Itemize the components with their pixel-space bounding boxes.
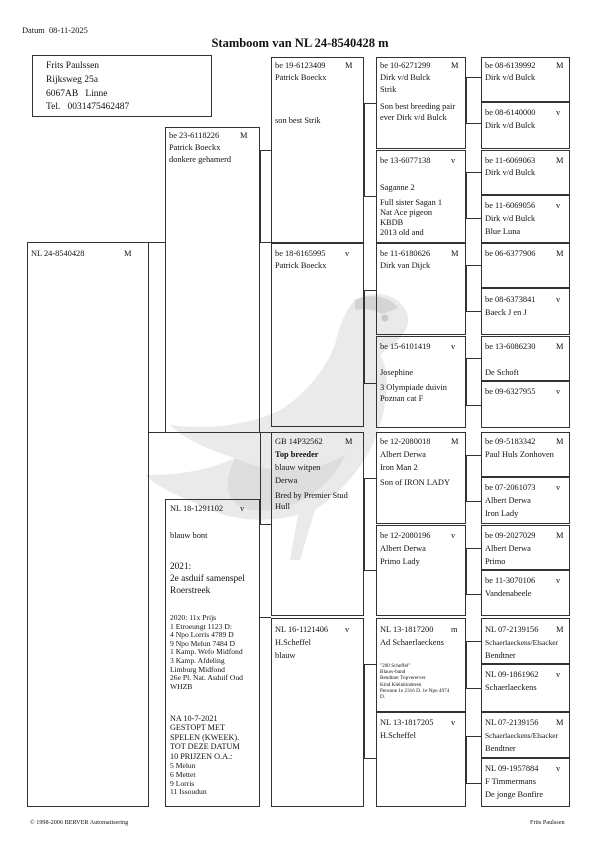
dd-line-1: H.Scheffel xyxy=(275,638,311,647)
g5-ring: NL 07-2139156 xyxy=(485,718,539,727)
g5-sex: v xyxy=(556,387,561,396)
dam-note-line: NA 10-7-2021 xyxy=(170,714,218,723)
sire-ring: be 23-6118226 xyxy=(169,131,220,140)
dd-ring: NL 16-1121406 xyxy=(275,625,329,634)
connector xyxy=(466,783,481,784)
g5-ring: be 07-2061073 xyxy=(485,483,536,492)
connector xyxy=(466,265,481,266)
g5-ring: be 06-6377906 xyxy=(485,249,536,258)
g5-line: Schaerlaeckens/Elsacker xyxy=(485,731,559,740)
connector xyxy=(149,242,165,243)
g5-ring: be 09-5183342 xyxy=(485,437,536,446)
owner-tel: 0031475462487 xyxy=(67,102,130,112)
connector xyxy=(364,478,365,571)
g4-line: Dirk v/d Bulck xyxy=(380,73,431,82)
g4-line: Son of IRON LADY xyxy=(380,478,451,487)
dam-note-head xyxy=(170,714,240,761)
g5-ring: be 08-6373841 xyxy=(485,295,536,304)
connector xyxy=(466,172,481,173)
g5-line: Vandenabeele xyxy=(485,589,532,598)
g5-ring: be 08-6139992 xyxy=(485,61,536,70)
connector xyxy=(260,524,271,525)
connector xyxy=(364,478,376,479)
g4-sex: v xyxy=(451,342,456,351)
connector xyxy=(466,405,481,406)
g4-line: 2013 old and xyxy=(380,228,424,237)
sire-sex: M xyxy=(240,131,248,140)
dam-color: blauw bont xyxy=(170,531,208,540)
g5-line: Albert Derwa xyxy=(485,496,531,505)
sire-line-1: Patrick Boeckx xyxy=(169,143,221,152)
g4-small-line: Peronne 1e 2316 D. 1e Npo 4974 xyxy=(380,687,450,694)
connector xyxy=(364,290,365,384)
g5-line: De Schoft xyxy=(485,368,519,377)
g5-sex: v xyxy=(556,483,561,492)
g4-line: Dirk van Dijck xyxy=(380,261,431,270)
owner-tel-label: Tel. xyxy=(46,102,61,112)
dam-note-line: TOT DEZE DATUM xyxy=(170,742,240,752)
dam-result-line: WHZB xyxy=(170,681,193,691)
footer-copyright: © 1998-2006 BERVER Automatisering xyxy=(30,819,129,826)
connector xyxy=(466,77,481,78)
connector xyxy=(466,218,481,219)
g5-sex: M xyxy=(556,156,564,165)
connector xyxy=(466,455,467,502)
dam-note-list xyxy=(170,762,207,797)
g4-small-line: Kind Kleinkinderen xyxy=(380,681,422,688)
dam-result-line: 26e Pl. Nat. Asduif Oud xyxy=(170,673,243,683)
dd-sex: v xyxy=(345,625,350,634)
g5-line: Blue Luna xyxy=(485,227,521,236)
connector xyxy=(466,736,481,737)
ds-bold-line: Top breeder xyxy=(275,450,319,459)
g5-ring: be 09-6327955 xyxy=(485,387,536,396)
connector xyxy=(364,103,365,197)
connector xyxy=(260,617,271,618)
dam-result-line: 1 Etroeungt 1123 D: xyxy=(170,621,232,631)
connector xyxy=(466,594,481,595)
g5-sex: M xyxy=(556,625,564,634)
connector xyxy=(466,641,467,689)
owner-name: Frits Paulssen xyxy=(46,61,100,71)
g4-line: Strik xyxy=(380,85,397,94)
g5-ring: be 13-6086230 xyxy=(485,342,536,351)
owner-street: Rijksweg 25a xyxy=(46,75,98,85)
date-line xyxy=(22,26,88,37)
g4-line: Josephine xyxy=(380,368,414,377)
pedigree-box-ss xyxy=(271,57,364,243)
connector xyxy=(466,265,467,312)
dam-result-line: Limburg Midfond xyxy=(170,664,225,674)
connector xyxy=(364,664,365,759)
connector xyxy=(260,150,261,243)
connector xyxy=(466,548,467,595)
g5-line: Paul Huls Zonhoven xyxy=(485,450,554,459)
connector xyxy=(466,311,481,312)
dam-ring: NL 18-1291102 xyxy=(170,504,224,513)
g4-line: 3 Olympiade duivin xyxy=(380,383,447,392)
dam-result-line: 4 Npo Lorris 4789 D xyxy=(170,630,234,640)
connector xyxy=(466,501,481,502)
connector xyxy=(364,664,376,665)
dam-head-2: 2e asduif samenspel xyxy=(170,574,245,584)
connector xyxy=(364,103,376,104)
g4-line: Iron Man 2 xyxy=(380,463,418,472)
ds-line-1: blauw witpen xyxy=(275,463,321,472)
dam-head-1: 2021: xyxy=(170,562,192,572)
g4-ring: be 15-6101419 xyxy=(380,342,431,351)
connector xyxy=(260,432,261,525)
g5-ring: NL 09-1957884 xyxy=(485,764,539,773)
connector xyxy=(466,358,467,406)
connector xyxy=(260,432,271,433)
owner-postcode: 6067AB xyxy=(46,89,79,99)
sire-box xyxy=(165,127,260,433)
g5-line: De jonge Bonfire xyxy=(485,790,544,799)
g4-ring: be 10-6271299 xyxy=(380,61,431,70)
g4-line: Primo Lady xyxy=(380,557,420,566)
g5-sex: v xyxy=(556,108,561,117)
connector xyxy=(260,242,271,243)
owner-city: Linne xyxy=(85,89,108,99)
subject-ring: NL 24-8540428 xyxy=(31,249,85,258)
connector xyxy=(364,383,376,384)
g4-small-line: "200 Scheffel" xyxy=(380,663,411,669)
g5-ring: be 11-3070106 xyxy=(485,576,536,585)
connector xyxy=(466,736,467,784)
date-value: 08-11-2025 xyxy=(48,26,88,35)
g4-line: Saganne 2 xyxy=(380,183,415,192)
dd-line-2: blauw xyxy=(275,651,296,660)
subject-sex: M xyxy=(124,249,132,258)
g4-ring: NL 13-1817200 xyxy=(380,625,434,634)
g5-sex: M xyxy=(556,531,564,540)
g5-line: Iron Lady xyxy=(485,509,519,518)
connector xyxy=(260,150,271,151)
g4-ring: be 11-6180626 xyxy=(380,249,431,258)
g5-line: Albert Derwa xyxy=(485,544,531,553)
dam-results xyxy=(170,614,243,691)
subject-box xyxy=(27,242,149,807)
g4-sex: v xyxy=(451,718,456,727)
g4-line: Ad Schaerlaeckens xyxy=(380,638,444,647)
g4-ring: be 12-2080018 xyxy=(380,437,431,446)
dam-sex: v xyxy=(240,504,245,513)
ds-line-2: Derwa xyxy=(275,476,298,485)
g5-line: F Timmermans xyxy=(485,777,536,786)
ss-sex: M xyxy=(345,61,353,70)
g4-line: Poznan cat F xyxy=(380,394,424,403)
g5-ring: be 11-6069056 xyxy=(485,201,536,210)
connector xyxy=(364,570,376,571)
dam-note-line: 10 PRIJZEN O.A.: xyxy=(170,751,233,761)
g4-sex: M xyxy=(451,61,459,70)
g5-line: Primo xyxy=(485,557,506,566)
g5-ring: NL 09-1861962 xyxy=(485,670,539,679)
g5-line: Dirk v/d Bulck xyxy=(485,214,536,223)
dam-note-item: 5 Melun xyxy=(170,761,196,770)
dam-result-line: 1 Kamp. Wefo Midfond xyxy=(170,647,243,657)
g5-sex: v xyxy=(556,295,561,304)
g4-line: ever Dirk v/d Bulck xyxy=(380,113,447,122)
connector xyxy=(466,641,481,642)
sire-line-2: donkere gehamerd xyxy=(169,155,232,164)
footer-owner: Frits Paulssen xyxy=(530,819,565,826)
connector xyxy=(149,432,165,433)
g5-sex: M xyxy=(556,437,564,446)
g5-line: Bendtner xyxy=(485,744,516,753)
g5-ring: be 08-6140000 xyxy=(485,108,536,117)
dam-head-3: Roerstreek xyxy=(170,586,211,596)
g5-sex: M xyxy=(556,342,564,351)
connector xyxy=(364,196,376,197)
dam-note-item: 9 Lorris xyxy=(170,778,195,788)
g4-line: H.Scheffel xyxy=(380,731,416,740)
ds-ring: GB 14P32562 xyxy=(275,437,323,446)
page-title: Stamboom van NL 24-8540428 m xyxy=(211,36,389,50)
g5-line: Baeck J en J xyxy=(485,308,527,317)
g4-small-line: Blauw-band xyxy=(380,669,406,676)
g4-ring: be 13-6077138 xyxy=(380,156,431,165)
g5-sex: v xyxy=(556,670,561,679)
ds-line-3: Bred by Premier Stud xyxy=(275,491,348,500)
ss-ring: be 19-6123409 xyxy=(275,61,326,70)
g4-line: Full sister Sagan 1 xyxy=(380,198,443,207)
sd-sex: v xyxy=(345,249,350,258)
g5-ring: be 11-6069063 xyxy=(485,156,536,165)
g4-line: Albert Derwa xyxy=(380,450,426,459)
g4-sex: v xyxy=(451,156,456,165)
g4-sex: m xyxy=(451,625,458,634)
connector xyxy=(466,548,481,549)
connector xyxy=(466,455,481,456)
connector xyxy=(466,172,467,219)
g5-sex: M xyxy=(556,249,564,258)
g5-sex: M xyxy=(556,718,564,727)
g5-line: Dirk v/d Bulck xyxy=(485,121,536,130)
g5-line: Schaerlaeckens/Elsacker xyxy=(485,638,559,647)
connector xyxy=(364,758,376,759)
owner-tel-line xyxy=(46,101,129,114)
dam-result-line: 9 Npo Melun 7484 D xyxy=(170,638,235,648)
sd-line-1: Patrick Boeckx xyxy=(275,261,327,270)
dam-note-line: SPELEN (KWEEK). xyxy=(170,732,240,742)
dam-note-line: GESTOPT MET xyxy=(170,723,225,733)
g5-sex: v xyxy=(556,201,561,210)
ds-sex: M xyxy=(345,437,353,446)
g4-small-notes xyxy=(380,663,449,700)
dam-result-line: 2020: 11x Prijs xyxy=(170,613,217,622)
g5-sex: v xyxy=(556,576,561,585)
connector xyxy=(466,358,481,359)
g4-line: Nat Ace pigeon xyxy=(380,208,433,217)
connector xyxy=(466,123,481,124)
g4-sex: v xyxy=(451,531,456,540)
dam-result-line: 3 Kamp. Afdeling xyxy=(170,655,225,665)
dam-note-item: 11 Issoudun xyxy=(170,787,207,797)
date-label: Datum xyxy=(22,26,45,35)
ss-line-1: Patrick Boeckx xyxy=(275,73,327,82)
g5-ring: be 09-2027029 xyxy=(485,531,536,540)
g5-line: Schaerlaeckens xyxy=(485,683,537,692)
g5-ring: NL 07-2139156 xyxy=(485,625,539,634)
g4-line: Son best breeding pair xyxy=(380,102,456,111)
g4-small-line: D. xyxy=(380,694,386,701)
connector xyxy=(466,688,481,689)
g4-ring: NL 13-1817205 xyxy=(380,718,434,727)
sd-ring: be 18-6165995 xyxy=(275,249,326,258)
g5-line: Bendtner xyxy=(485,651,516,660)
g4-small-line: Bendtner Topvererver xyxy=(380,675,426,682)
connector xyxy=(466,77,467,124)
g5-sex: v xyxy=(556,764,561,773)
dam-note-item: 6 Mettet xyxy=(170,769,196,779)
ds-line-4: Hull xyxy=(275,502,290,511)
g4-sex: M xyxy=(451,249,459,258)
g5-line: Dirk v/d Bulck xyxy=(485,73,536,82)
ss-line-3: son best Strik xyxy=(275,116,321,125)
g4-line: Albert Derwa xyxy=(380,544,426,553)
connector xyxy=(364,290,376,291)
g4-line: KBDB xyxy=(380,218,404,227)
g4-ring: be 12-2080196 xyxy=(380,531,431,540)
g4-sex: M xyxy=(451,437,459,446)
owner-city-line xyxy=(46,88,108,101)
g5-line: Dirk v/d Bulck xyxy=(485,168,536,177)
g5-sex: M xyxy=(556,61,564,70)
